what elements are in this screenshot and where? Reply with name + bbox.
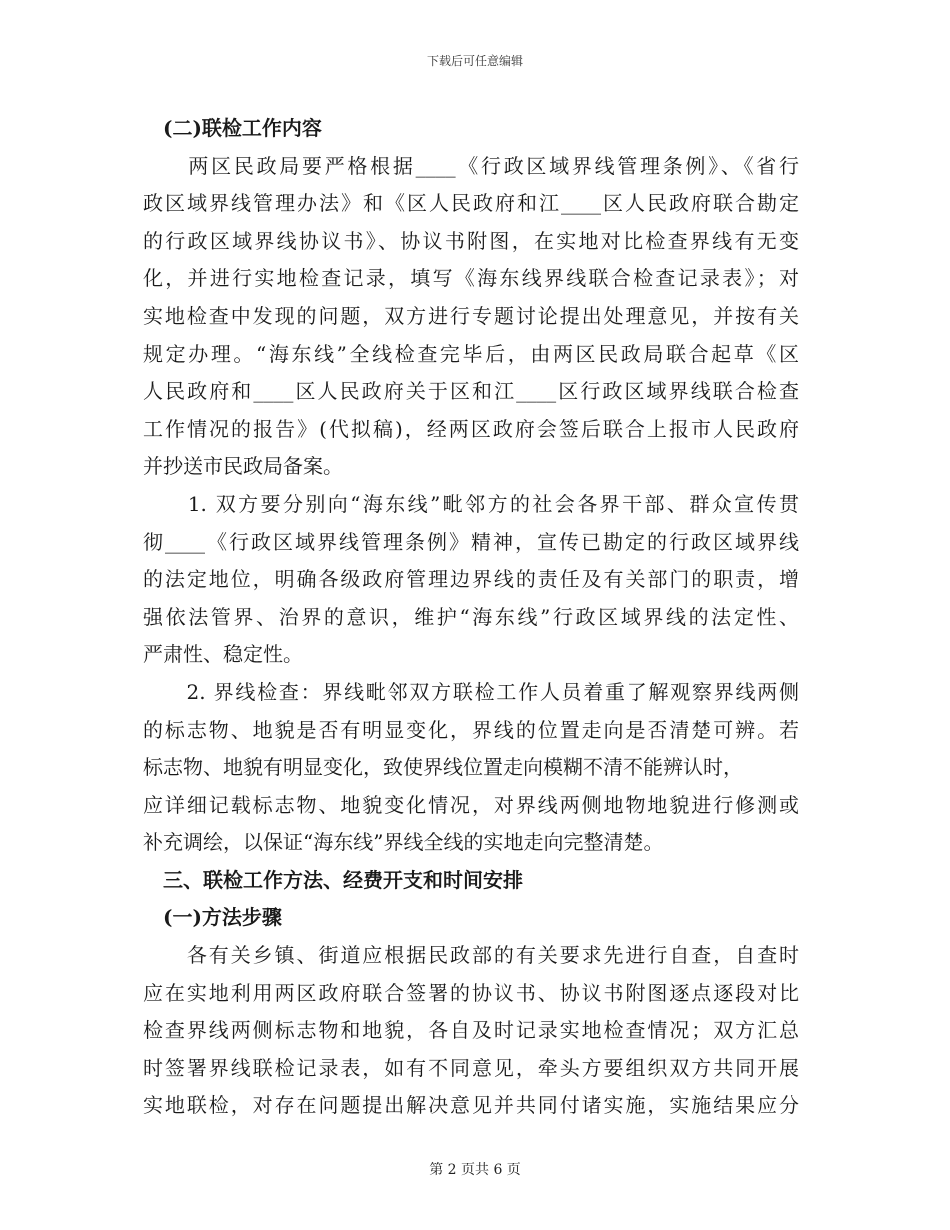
section-heading: (二)联检工作内容 bbox=[143, 116, 322, 140]
section-heading: 三、联检工作方法、经费开支和时间安排 bbox=[143, 867, 523, 892]
paragraph-line: 标志物、地貌有明显变化，致使界线位置走向模糊不清不能辨认时， bbox=[143, 755, 743, 780]
paragraph-line: 的法定地位，明确各级政府管理边界线的责任及有关部门的职责，增 bbox=[143, 567, 799, 592]
paragraph-line: 补充调绘，以保证“海东线”界线全线的实地走向完整清楚。 bbox=[143, 830, 664, 855]
paragraph-line: 规定办理。“海东线”全线检查完毕后，由两区民政局联合起草《区 bbox=[143, 341, 799, 366]
paragraph-line: 应详细记载标志物、地貌变化情况，对界线两侧地物地貌进行修测或 bbox=[143, 792, 799, 817]
paragraph-line: 各有关乡镇、街道应根据民政部的有关要求先进行自查，自查时 bbox=[143, 943, 799, 968]
paragraph-line: 并抄送市民政局备案。 bbox=[143, 454, 343, 479]
paragraph-line: 实地检查中发现的问题，双方进行专题讨论提出处理意见，并按有关 bbox=[143, 303, 799, 328]
paragraph-line: 两区民政局要严格根据____《行政区域界线管理条例》、《省行 bbox=[143, 153, 799, 178]
paragraph-line: 1. 双方要分别向“海东线”毗邻方的社会各界干部、群众宣传贯 bbox=[143, 491, 799, 516]
paragraph-line: 实地联检，对存在问题提出解决意见并共同付诸实施，实施结果应分 bbox=[143, 1093, 799, 1118]
paragraph-line: 严肃性、稳定性。 bbox=[143, 642, 303, 667]
paragraph-line: 应在实地利用两区政府联合签署的协议书、协议书附图逐点逐段对比 bbox=[143, 980, 799, 1005]
paragraph-line: 检查界线两侧标志物和地貌，各自及时记录实地检查情况；双方汇总 bbox=[143, 1018, 799, 1043]
paragraph-line: 政区域界线管理办法》和《区人民政府和江____区人民政府联合勘定 bbox=[143, 191, 799, 216]
paragraph-line: 2. 界线检查：界线毗邻双方联检工作人员着重了解观察界线两侧 bbox=[143, 679, 799, 704]
page-footer: 第 2 页共 6 页 bbox=[429, 1162, 521, 1178]
paragraph-line: 彻____《行政区域界线管理条例》精神，宣传已勘定的行政区域界线 bbox=[143, 529, 799, 554]
paragraph-line: 工作情况的报告》(代拟稿)，经两区政府会签后联合上报市人民政府 bbox=[143, 416, 799, 441]
section-heading: (一)方法步骤 bbox=[143, 905, 282, 930]
paragraph-line: 人民政府和____区人民政府关于区和江____区行政区域界线联合检查 bbox=[143, 379, 799, 404]
paragraph-line: 强依法管界、治界的意识，维护“海东线”行政区域界线的法定性、 bbox=[143, 604, 799, 629]
paragraph-line: 时签署界线联检记录表，如有不同意见，牵头方要组织双方共同开展 bbox=[143, 1055, 799, 1080]
document-body bbox=[143, 110, 799, 1125]
paragraph-line: 化，并进行实地检查记录，填写《海东线界线联合检查记录表》；对 bbox=[143, 266, 799, 291]
paragraph-line: 的行政区域界线协议书》、协议书附图，在实地对比检查界线有无变 bbox=[143, 228, 799, 253]
page-header: 下载后可任意编辑 bbox=[426, 54, 523, 68]
paragraph-line: 的标志物、地貌是否有明显变化，界线的位置走向是否清楚可辨。若 bbox=[143, 717, 799, 742]
